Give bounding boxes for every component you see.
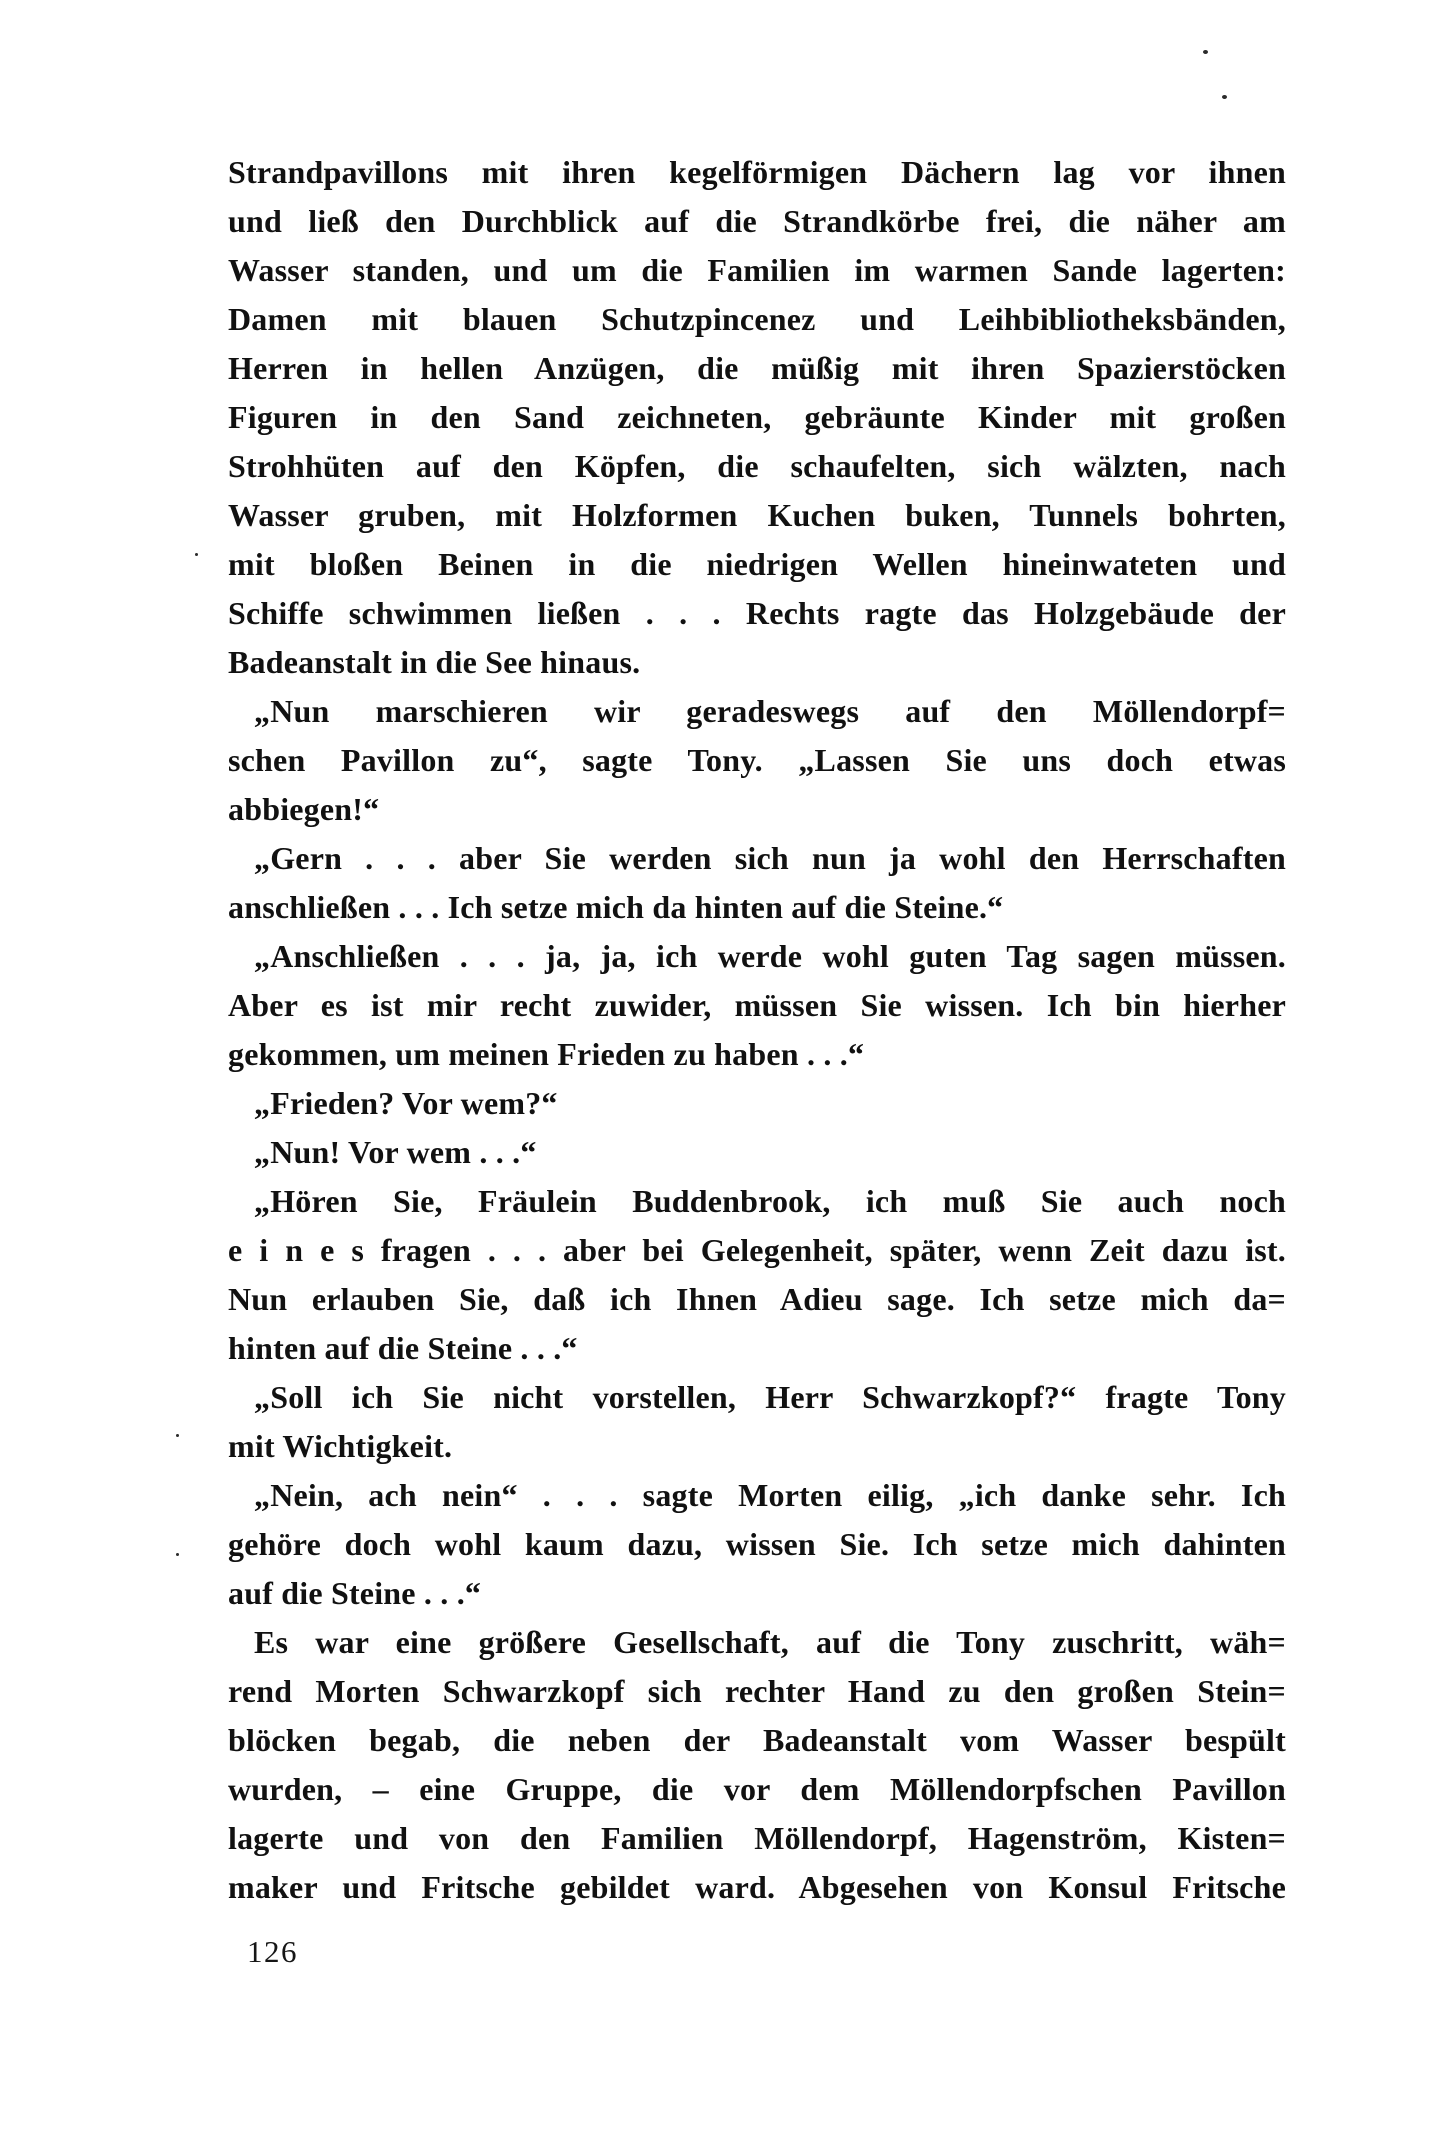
text-line: „Anschließen . . . ja, ja, ich werde wohl guten Tag sagen müssen. — [254, 938, 1286, 974]
text-line: Strohhüten auf den Köpfen, die schaufelten, sich wälzten, nach — [228, 448, 1286, 484]
text-line: Damen mit blauen Schutzpincenez und Leihbibliotheksbänden, — [228, 301, 1286, 337]
text-line: anschließen . . . Ich setze mich da hinten auf die Steine.“ — [228, 889, 1004, 925]
text-line: Herren in hellen Anzügen, die müßig mit ihren Spazierstöcken — [228, 350, 1286, 386]
text-line: Aber es ist mir recht zuwider, müssen Sie wissen. Ich bin hierher — [228, 987, 1286, 1023]
page-number: 126 — [247, 1934, 298, 1969]
text-line: lagerte und von den Familien Möllendorpf, Hagenström, Kisten= — [228, 1820, 1286, 1856]
scan-speck — [1222, 95, 1227, 99]
text-line: Es war eine größere Gesellschaft, auf die Tony zuschritt, wäh= — [254, 1624, 1286, 1660]
text-line: auf die Steine . . .“ — [228, 1575, 482, 1611]
text-line: und ließ den Durchblick auf die Strandkörbe frei, die näher am — [228, 203, 1286, 239]
text-line: mit Wichtigkeit. — [228, 1428, 453, 1464]
text-line: mit bloßen Beinen in die niedrigen Wellen hineinwateten und — [228, 546, 1286, 582]
text-line: „Nein, ach nein“ . . . sagte Morten eilig, „ich danke sehr. Ich — [254, 1477, 1286, 1513]
text-line: abbiegen!“ — [228, 791, 380, 827]
text-line: Badeanstalt in die See hinaus. — [228, 644, 641, 680]
scan-speck — [195, 553, 198, 556]
page-text — [228, 148, 1286, 1912]
scan-speck — [1203, 50, 1208, 54]
text-line: hinten auf die Steine . . .“ — [228, 1330, 578, 1366]
text-line: Figuren in den Sand zeichneten, gebräunte Kinder mit großen — [228, 399, 1286, 435]
text-line: blöcken begab, die neben der Badeanstalt vom Wasser bespült — [228, 1722, 1286, 1758]
text-line: „Nun! Vor wem . . .“ — [254, 1134, 537, 1170]
text-line: Wasser gruben, mit Holzformen Kuchen buken, Tunnels bohrten, — [228, 497, 1286, 533]
text-line: Schiffe schwimmen ließen . . . Rechts ragte das Holzgebäude der — [228, 595, 1286, 631]
text-line: e i n e s fragen . . . aber bei Gelegenheit, später, wenn Zeit dazu ist. — [228, 1232, 1286, 1268]
scan-speck — [176, 1434, 179, 1437]
text-line: „Frieden? Vor wem?“ — [254, 1085, 558, 1121]
text-line: „Soll ich Sie nicht vorstellen, Herr Schwarzkopf?“ fragte Tony — [254, 1379, 1286, 1415]
text-line: schen Pavillon zu“, sagte Tony. „Lassen Sie uns doch etwas — [228, 742, 1286, 778]
text-line: „Gern . . . aber Sie werden sich nun ja wohl den Herrschaften — [254, 840, 1286, 876]
text-line: Wasser standen, und um die Familien im warmen Sande lagerten: — [228, 252, 1286, 288]
text-line: Nun erlauben Sie, daß ich Ihnen Adieu sage. Ich setze mich da= — [228, 1281, 1286, 1317]
text-line: „Hören Sie, Fräulein Buddenbrook, ich muß Sie auch noch — [254, 1183, 1286, 1219]
text-line: gekommen, um meinen Frieden zu haben . . .“ — [228, 1036, 865, 1072]
text-line: wurden, – eine Gruppe, die vor dem Möllendorpfschen Pavillon — [228, 1771, 1286, 1807]
text-line: rend Morten Schwarzkopf sich rechter Hand zu den großen Stein= — [228, 1673, 1286, 1709]
text-line: maker und Fritsche gebildet ward. Abgesehen von Konsul Fritsche — [228, 1869, 1286, 1905]
scan-speck — [176, 1553, 179, 1556]
text-line: „Nun marschieren wir geradeswegs auf den Möllendorpf= — [254, 693, 1286, 729]
text-line: gehöre doch wohl kaum dazu, wissen Sie. Ich setze mich dahinten — [228, 1526, 1286, 1562]
text-line: Strandpavillons mit ihren kegelförmigen Dächern lag vor ihnen — [228, 154, 1286, 190]
